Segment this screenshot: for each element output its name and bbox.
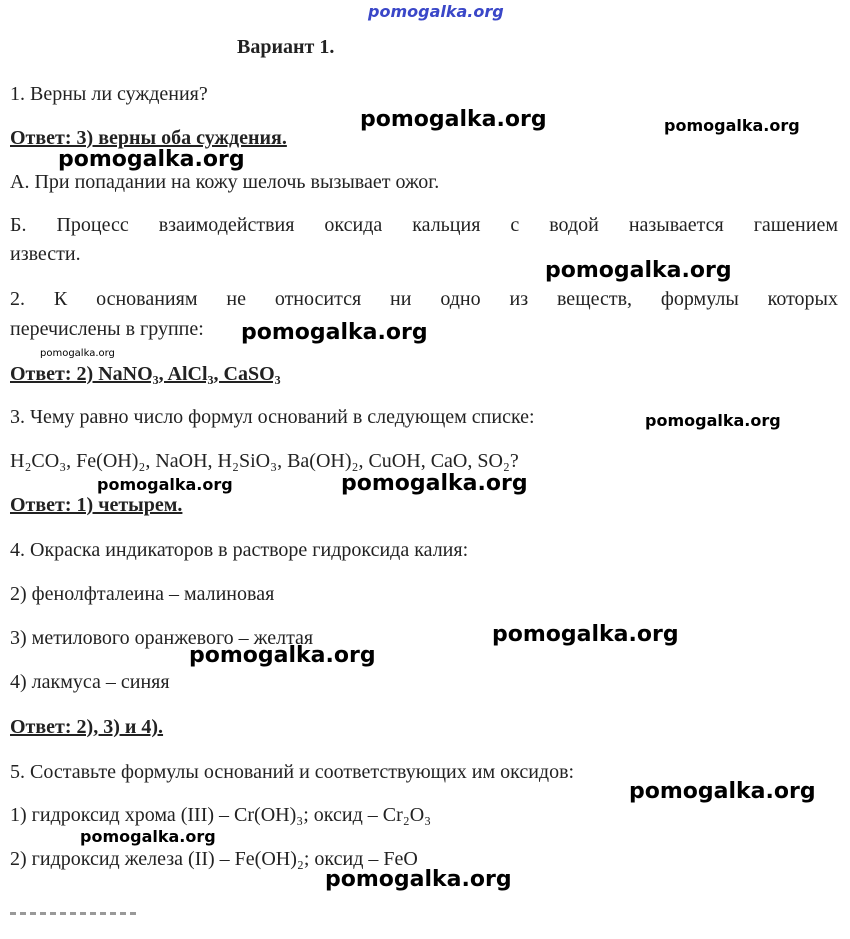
watermark: pomogalka.org [545,258,732,283]
q5-item: 1) гидроксид хрома (III) – Cr(OH)₃; оксид – Cr₂O₃ [10,804,432,826]
answer-2: Ответ: 2) NaNO₃, AlCl₃, CaSO₃ [10,363,281,385]
q4-item: 3) метилового оранжевого – желтая [10,627,314,649]
watermark: pomogalka.org [241,320,428,345]
question-2-line1: 2. К основаниям не относится ни одно из веществ, формулы которых [10,288,838,310]
question-5: 5. Составьте формулы оснований и соответствующих им оксидов: [10,761,575,783]
q4-item: 4) лакмуса – синяя [10,671,170,693]
answer-4: Ответ: 2), 3) и 4). [10,716,164,738]
formula-list: H₂CO₃, Fe(OH)₂, NaOH, H₂SiO₃, Ba(OH)₂, CuOH, CaO, SO₂? [10,450,519,472]
statement-a: А. При попадании на кожу шелочь вызывает ожог. [10,171,440,193]
question-2-line2: перечислены в группе: [10,318,204,340]
question-4: 4. Окраска индикаторов в растворе гидроксида калия: [10,539,469,561]
watermark: pomogalka.org [664,116,800,135]
question-1: 1. Верны ли суждения? [10,83,208,105]
answer-1: Ответ: 3) верны оба суждения. [10,127,287,149]
watermark: pomogalka.org [189,643,376,668]
page-title: Вариант 1. [237,36,335,58]
watermark: pomogalka.org [80,827,216,846]
watermark: pomogalka.org [341,471,528,496]
watermark: pomogalka.org [360,107,547,132]
watermark: pomogalka.org [58,147,245,172]
q5-item: 2) гидроксид железа (II) – Fe(OH)₂; оксид – FeO [10,848,418,870]
watermark: pomogalka.org [645,411,781,430]
watermark: pomogalka.org [40,348,115,359]
watermark-top: pomogalka.org [368,2,504,21]
q4-item: 2) фенолфталеина – малиновая [10,583,275,605]
watermark: pomogalka.org [629,779,816,804]
watermark: pomogalka.org [97,475,233,494]
cut-off-text [10,912,140,915]
answer-3: Ответ: 1) четырем. [10,494,183,516]
statement-b-line2: извести. [10,243,81,265]
watermark: pomogalka.org [325,867,512,892]
question-3: 3. Чему равно число формул оснований в следующем списке: [10,406,535,428]
statement-b-line1: Б. Процесс взаимодействия оксида кальция с водой называется гашением [10,214,838,236]
watermark: pomogalka.org [492,622,679,647]
